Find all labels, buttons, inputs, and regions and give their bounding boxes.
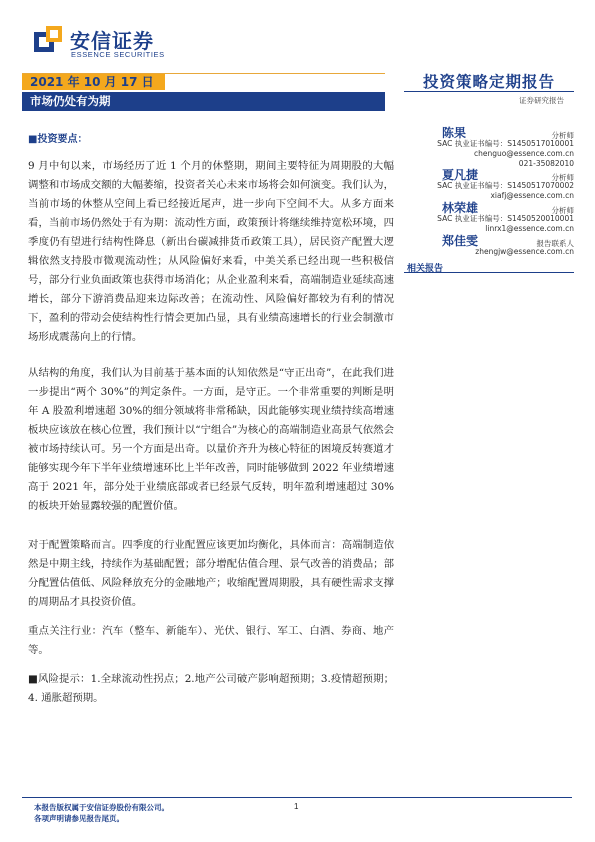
analyst-phone: 021-35082010 <box>518 159 574 168</box>
footer-copyright: 本报告版权属于安信证券股份有限公司。 <box>34 803 169 812</box>
sac-number: S1450517010001 <box>507 139 574 148</box>
contact-role: 报告联系人 <box>536 239 574 248</box>
analyst-name: 陈果 <box>442 126 467 140</box>
analyst-role: 分析师 <box>551 173 574 182</box>
paragraph-text: 重点关注行业：汽车（整车、新能车）、光伏、银行、军工、白酒、券商、地产等。 <box>28 625 394 656</box>
summary-paragraph-4 <box>28 622 394 660</box>
summary-heading: ■投资要点： <box>28 134 88 145</box>
related-reports-heading: 相关报告 <box>407 264 444 274</box>
analyst-role: 分析师 <box>551 206 574 215</box>
analyst-card <box>404 203 574 234</box>
sac-label: SAC 执业证书编号： <box>437 214 508 223</box>
summary-paragraph-3 <box>28 536 394 612</box>
footer-disclaimer <box>34 802 169 824</box>
footer-divider <box>22 797 572 798</box>
report-date: 2021 年 10 月 17 日 <box>30 75 154 89</box>
analyst-email[interactable]: chenguo@essence.com.cn <box>473 149 574 158</box>
sac-label: SAC 执业证书编号： <box>437 139 508 148</box>
page-number: 1 <box>294 802 299 811</box>
sac-number: S1450517070002 <box>507 181 574 190</box>
analyst-name: 夏凡捷 <box>442 168 479 182</box>
paragraph-text: 对于配置策略而言。四季度的行业配置应该更加均衡化，具体而言：高端制造依然是中期主线，持续作为基础配置；部分增配估值合理、景气改善的消费品；部分配置估值低、风险释放充分的金融地产；收缩配置周期股，具有硬性需求支撑的周期品才具投资价值。 <box>28 539 394 608</box>
logo-name-cn: 安信证券 <box>70 29 154 53</box>
contact-name: 郑佳雯 <box>442 234 479 248</box>
sac-label: SAC 执业证书编号： <box>437 181 508 190</box>
contact-email[interactable]: zhengjw@essence.com.cn <box>475 247 574 256</box>
contact-card <box>404 236 574 257</box>
risk-warning <box>28 670 394 708</box>
summary-paragraph-2 <box>28 364 394 516</box>
essence-logo-icon <box>34 26 64 56</box>
analyst-email[interactable]: xiafj@essence.com.cn <box>490 191 574 200</box>
report-title: 市场仍处有为期 <box>30 94 111 108</box>
analyst-role: 分析师 <box>551 131 574 140</box>
report-type-divider <box>404 91 574 92</box>
analyst-email[interactable]: linrx1@essence.com.cn <box>485 224 574 233</box>
sac-number: S1450520010001 <box>507 214 574 223</box>
related-divider <box>404 272 574 273</box>
logo-name-en: ESSENCE SECURITIES <box>71 50 165 59</box>
paragraph-text: 从结构的角度，我们认为目前基于基本面的认知依然是“守正出奇”，在此我们进一步提出“两个 30%”的判定条件。一方面，是守正。一个非常重要的判断是明年 A 股盈利增速超 30%的细分领域将非常稀缺，因此能够实现业绩持续高增速板块应该放在核心位置，我们预计以“宁组合”为核心的高端制造业高景气依然会被市场持续认可。另一个方面是出奇。以量价齐升为核心特征的困境反转赛道才能够实现今年下半年业绩增速环比上半年改善，同时能够做到 2022 年业绩增速高于 2021 年，部分处于业绩底部或者已经景气反转，明年盈利增速超过 30%的板块开始显露较强的配置价值。 <box>28 367 394 512</box>
footer-statement: 各项声明请参见报告尾页。 <box>34 814 124 823</box>
summary-paragraph-1 <box>28 157 394 347</box>
paragraph-text: 9 月中旬以来，市场经历了近 1 个月的休整期，期间主要特征为周期股的大幅调整和市场成交额的大幅萎缩，投资者关心未来市场将会如何演变。我们认为，当前市场的休整从空间上看已经接近尾声，进一步向下空间不大。从多方面来看，当前市场仍然处于有为期：流动性方面，政策预计将继续维持宽松环境，四季度仍有望进行结构性降息（新出台碳减排货币政策工具），居民资产配置大逻辑依然支持股市微观流动性；从风险偏好来看，中美关系已经出现一些积极信号，部分行业负面政策也获得市场消化；从企业盈利来看，高端制造业延续高速增长，部分下游消费品迎来边际改善；在流动性、风险偏好都较为有利的情况下，盈利的带动会使结构性行情会更加凸显，具有业绩高速增长的行业会制激市场形成震荡向上的行情。 <box>28 160 394 343</box>
report-subtype: 证券研究报告 <box>519 96 564 105</box>
analyst-card <box>404 170 574 201</box>
paragraph-text: ■风险提示：1.全球流动性拐点；2.地产公司破产影响超预期；3.疫情超预期；4. 通胀超预期。 <box>28 673 394 704</box>
report-type: 投资策略定期报告 <box>423 73 556 91</box>
analyst-name: 林荣雄 <box>442 201 479 215</box>
analyst-card <box>404 128 574 169</box>
